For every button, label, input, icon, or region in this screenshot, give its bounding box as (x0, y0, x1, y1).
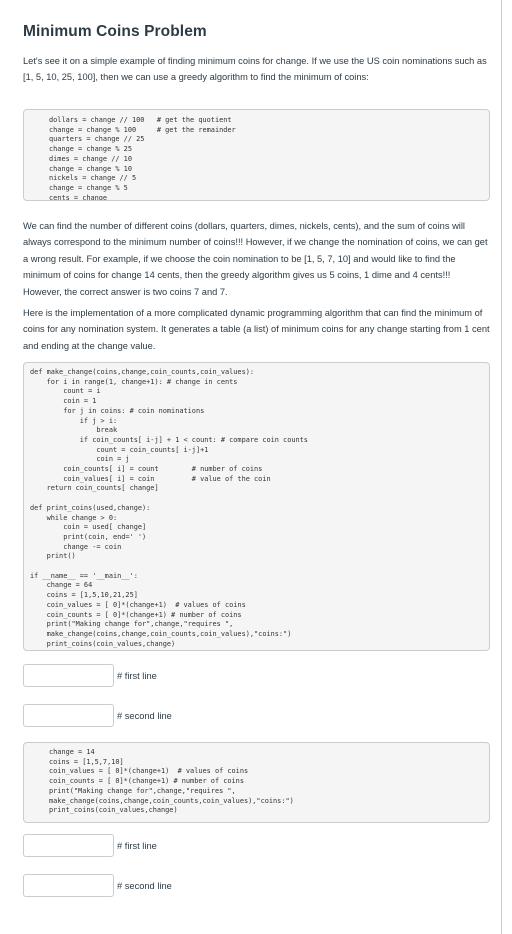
page-title: Minimum Coins Problem (23, 23, 207, 40)
answer-row-second-1 (23, 704, 172, 727)
wrong-result-paragraph: We can find the number of different coins (dollars, quarters, dimes, nickels, cents), and the sum of coins will always correspond to the minimum number of coins!!! However, if we change the nomination of coins, we can get a wrong result. For example, if we choose the coin nomination to be [1, 5, 7, 10] and would like to find the minimum of coins for change 14 cents, then the greedy algorithm gives us 5 coins, 1 dime and 4 cents!!! However, the correct answer is two coins 7 and 7. (23, 221, 488, 297)
answer-row-first-1 (23, 664, 157, 687)
first-line-label-2: # first line (117, 840, 157, 851)
answer-row-first-2 (23, 834, 157, 857)
second-line-label-2: # second line (117, 880, 172, 891)
intro-paragraph: Let's see it on a simple example of finding minimum coins for change. If we use the US coin nominations such as [1, 5, 10, 25, 100], then we can use a greedy algorithm to find the minimum of coins: (23, 56, 487, 83)
greedy-code-block: dollars = change // 100 # get the quotient change = change % 100 # get the remainder quarters = change // 25 change = change % 25 dimes = change // 10 change = change % 10 nickels = change // 5 change = change % 5 cents = change (23, 109, 490, 201)
page-divider (501, 0, 502, 934)
second-line-input-2[interactable] (23, 874, 114, 897)
answer-row-second-2 (23, 874, 172, 897)
first-line-label: # first line (117, 670, 157, 681)
first-line-input[interactable] (23, 664, 114, 687)
implementation-paragraph: Here is the implementation of a more complicated dynamic programming algorithm that can find the minimum of coins for any nomination system. It generates a table (a list) of minimum coins for any change starting from 1 cent and ending at the change value. (23, 308, 490, 351)
first-line-input-2[interactable] (23, 834, 114, 857)
second-code-block: change = 14 coins = [1,5,7,10] coin_values = [ 0]*(change+1) # values of coins coin_counts = [ 0]*(change+1) # number of coins print("Making change for",change,"requires ", make_change(coins,change,coin_counts,coin_values),"coins:") print_coins(coin_values,change) (23, 742, 490, 823)
second-line-label: # second line (117, 710, 172, 721)
second-line-input[interactable] (23, 704, 114, 727)
dp-code-block: def make_change(coins,change,coin_counts,coin_values): for i in range(1, change+1): # change in cents count = i coin = 1 for j in coins: # coin nominations if j > i: break if coin_counts[ i-j] + 1 < count: # compare coin counts count = coin_counts[ i-j]+1 coin = j coin_counts[ i] = count # number of coins coin_values[ i] = coin # value of the coin return coin_counts[ change] def print_coins(used,change): while change > 0: coin = used[ change] print(coin, end=' ') change -= coin print() if __name__ == '__main__': change = 64 coins = [1,5,10,21,25] coin_values = [ 0]*(change+1) # values of coins coin_counts = [ 0]*(change+1) # number of coins print("Making change for",change,"requires ", make_change(coins,change,coin_counts,coin_values),"coins:") print_coins(coin_values,change) (23, 362, 490, 651)
